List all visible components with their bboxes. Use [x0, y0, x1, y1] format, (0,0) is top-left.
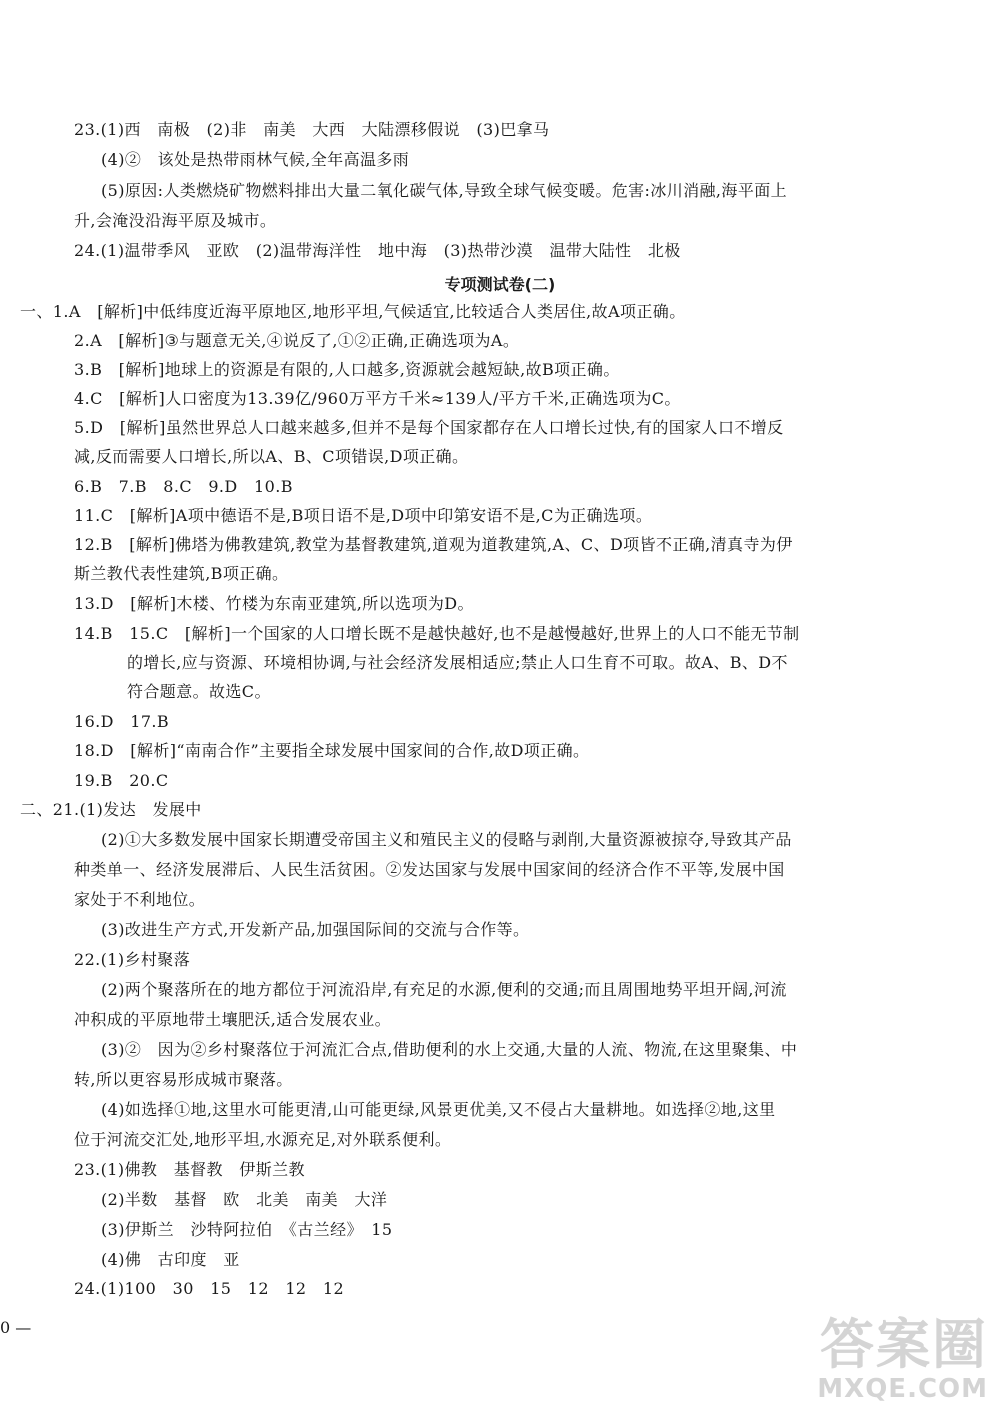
answer-line: 22.(1)乡村聚落 — [74, 950, 191, 969]
answer-line: 的增长,应与资源、环境相协调,与社会经济发展相适应;禁止人口生育不可取。故A、B、D不 — [127, 653, 788, 672]
answer-line: 符合题意。故选C。 — [127, 682, 271, 701]
answer-line: 2.A [解析]③与题意无关,④说反了,①②正确,正确选项为A。 — [74, 331, 520, 350]
answer-line: (4)佛 古印度 亚 — [101, 1250, 240, 1269]
watermark-logo: 答案圈 — [820, 1313, 988, 1376]
answer-line: 家处于不利地位。 — [74, 890, 206, 909]
answer-line: 冲积成的平原地带土壤肥沃,适合发展农业。 — [74, 1010, 392, 1029]
answer-line: (4)② 该处是热带雨林气候,全年高温多雨 — [101, 150, 410, 169]
answer-line: 5.D [解析]虽然世界总人口越来越多,但并不是每个国家都存在人口增长过快,有的国家人口不增反 — [74, 418, 784, 437]
answer-line: 23.(1)西 南极 (2)非 南美 大西 大陆漂移假说 (3)巴拿马 — [74, 120, 550, 139]
section-title: 专项测试卷(二) — [444, 275, 556, 294]
answer-line: 升,会淹没沿海平原及城市。 — [74, 211, 277, 230]
answer-line: (3)② 因为②乡村聚落位于河流汇合点,借助便利的水上交通,大量的人流、物流,在这里聚集、中 — [101, 1040, 798, 1059]
answer-line: 14.B 15.C [解析]一个国家的人口增长既不是越快越好,也不是越慢越好,世界上的人口不能无节制 — [74, 624, 800, 643]
answer-line: (4)如选择①地,这里水可能更清,山可能更绿,风景更优美,又不侵占大量耕地。如选择②地,这里 — [101, 1100, 776, 1119]
answer-line: (2)两个聚落所在的地方都位于河流沿岸,有充足的水源,便利的交通;而且周围地势平坦开阔,河流 — [101, 980, 787, 999]
watermark-url: MXQE.COM — [817, 1374, 988, 1404]
answer-line: 4.C [解析]人口密度为13.39亿/960万平方千米≈139人/平方千米,正确选项为C。 — [74, 389, 681, 408]
answer-line: 3.B [解析]地球上的资源是有限的,人口越多,资源就会越短缺,故B项正确。 — [74, 360, 620, 379]
answer-line: 一、1.A [解析]中低纬度近海平原地区,地形平坦,气候适宜,比较适合人类居住,故A项正确。 — [20, 302, 686, 321]
answer-line: (2)①大多数发展中国家长期遭受帝国主义和殖民主义的侵略与剥削,大量资源被掠夺,导致其产品 — [101, 830, 792, 849]
answer-line: 23.(1)佛教 基督教 伊斯兰教 — [74, 1160, 305, 1179]
answer-line: 11.C [解析]A项中德语不是,B项日语不是,D项中印第安语不是,C为正确选项。 — [74, 506, 653, 525]
answer-line: 二、21.(1)发达 发展中 — [20, 800, 202, 819]
answer-line: 位于河流交汇处,地形平坦,水源充足,对外联系便利。 — [74, 1130, 452, 1149]
answer-line: 19.B 20.C — [74, 771, 169, 790]
watermark — [817, 1313, 988, 1404]
answer-line: (3)改进生产方式,开发新产品,加强国际间的交流与合作等。 — [101, 920, 530, 939]
answer-line: (5)原因:人类燃烧矿物燃料排出大量二氧化碳气体,导致全球气候变暖。危害:冰川消融,海平面上 — [101, 181, 788, 200]
answer-line: (3)伊斯兰 沙特阿拉伯 《古兰经》 15 — [101, 1220, 393, 1239]
answer-line: 种类单一、经济发展滞后、人民生活贫困。②发达国家与发展中国家间的经济合作不平等,发展中国 — [74, 860, 785, 879]
answer-line: 6.B 7.B 8.C 9.D 10.B — [74, 477, 293, 496]
answer-line: (2)半数 基督 欧 北美 南美 大洋 — [101, 1190, 388, 1209]
answer-line: 24.(1)温带季风 亚欧 (2)温带海洋性 地中海 (3)热带沙漠 温带大陆性 北极 — [74, 241, 681, 260]
answer-line: 13.D [解析]木楼、竹楼为东南亚建筑,所以选项为D。 — [74, 594, 474, 613]
answer-line: 12.B [解析]佛塔为佛教建筑,教堂为基督教建筑,道观为道教建筑,A、C、D项皆不正确,清真寺为伊 — [74, 535, 793, 554]
answer-line: 18.D [解析]“南南合作”主要指全球发展中国家间的合作,故D项正确。 — [74, 741, 590, 760]
page-number: 0 — — [0, 1318, 32, 1337]
answer-line: 斯兰教代表性建筑,B项正确。 — [74, 564, 289, 583]
answer-line: 减,反而需要人口增长,所以A、B、C项错误,D项正确。 — [74, 447, 469, 466]
answer-line: 24.(1)100 30 15 12 12 12 — [74, 1279, 345, 1298]
answer-line: 16.D 17.B — [74, 712, 170, 731]
answer-line: 转,所以更容易形成城市聚落。 — [74, 1070, 293, 1089]
